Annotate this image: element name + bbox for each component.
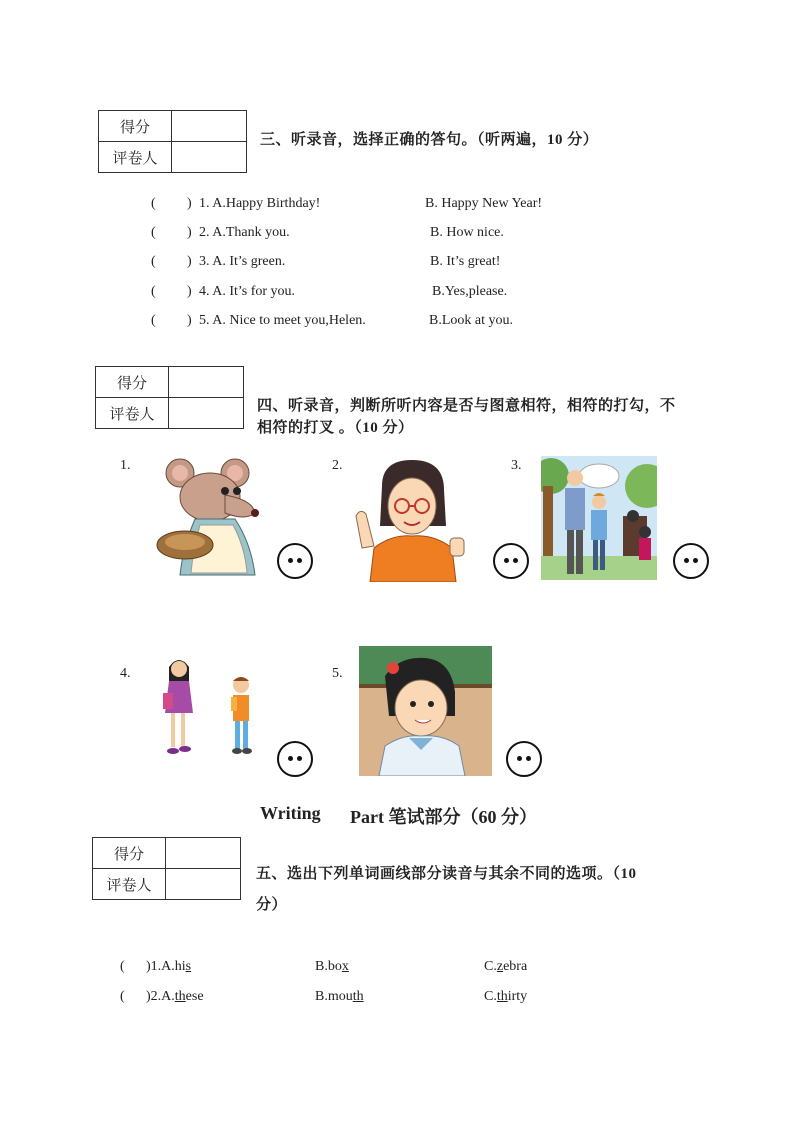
score-box [98, 110, 247, 173]
answer-face-icon[interactable] [277, 543, 313, 579]
underlined-part: th [352, 989, 364, 1004]
answer-paren[interactable]: ( [120, 959, 125, 974]
answer-paren[interactable]: ( [151, 284, 156, 299]
option-c-text: C. [484, 959, 497, 974]
paren-close: ) [187, 196, 192, 211]
option-a [146, 989, 204, 1005]
picture-number: 1. [120, 458, 131, 473]
section5-heading-line1: 五、选出下列单词画线部分读音与其余不同的选项。（10 [256, 866, 637, 882]
option-a: 2. A.Thank you. [199, 225, 290, 240]
option-c-text: C. [484, 989, 497, 1004]
underlined-part: th [496, 989, 508, 1004]
paren-close: ) [187, 313, 192, 328]
section4-heading-line2: 相符的打叉 。（10 分） [257, 420, 414, 436]
answer-paren[interactable]: ( [151, 313, 156, 328]
underlined-part: s [185, 959, 192, 974]
grader-label: 评卷人 [93, 869, 166, 900]
option-a: 5. A. Nice to meet you,Helen. [199, 313, 366, 328]
option-c-rest: ebra [503, 959, 528, 974]
score-box [95, 366, 244, 429]
option-a [146, 959, 191, 975]
paren-close: ) [187, 225, 192, 240]
underlined-part: th [174, 989, 186, 1004]
grader-label: 评卷人 [96, 398, 169, 429]
picture-number: 2. [332, 458, 343, 473]
score-box [92, 837, 241, 900]
option-c [484, 989, 527, 1005]
answer-face-icon[interactable] [277, 741, 313, 777]
option-b-text: B.mou [315, 989, 353, 1004]
girl-boy-illustration [157, 653, 257, 759]
answer-paren[interactable]: ( [151, 225, 156, 240]
park-scene-illustration [541, 456, 657, 580]
mouse-illustration [155, 455, 270, 580]
woman-illustration [352, 456, 470, 582]
option-b [315, 989, 364, 1005]
score-label: 得分 [93, 838, 166, 869]
option-a-text: hi [174, 959, 186, 974]
answer-paren[interactable]: ( [120, 989, 125, 1004]
writing-title-word2: Part 笔试部分（60 分） [350, 807, 537, 827]
score-field[interactable] [172, 111, 247, 142]
score-field[interactable] [169, 367, 244, 398]
answer-paren[interactable]: ( [151, 196, 156, 211]
option-a: 4. A. It’s for you. [199, 284, 296, 299]
grader-field[interactable] [169, 398, 244, 429]
option-b: B.Look at you. [429, 313, 513, 328]
section4-heading-line1: 四、听录音，判断所听内容是否与图意相符，相符的打勾，不 [257, 398, 676, 414]
option-b [315, 959, 349, 975]
section5-heading-line2: 分） [256, 897, 288, 913]
option-c-rest: irty [507, 989, 528, 1004]
underlined-part: x [341, 959, 349, 974]
picture-number: 3. [511, 458, 522, 473]
section3-heading: 三、听录音，选择正确的答句。（听两遍，10 分） [260, 132, 599, 148]
picture-number: 4. [120, 666, 131, 681]
picture-number: 5. [332, 666, 343, 681]
option-b: B. Happy New Year! [425, 196, 543, 211]
score-field[interactable] [166, 838, 241, 869]
grader-label: 评卷人 [99, 142, 172, 173]
score-label: 得分 [99, 111, 172, 142]
grader-field[interactable] [166, 869, 241, 900]
answer-face-icon[interactable] [506, 741, 542, 777]
answer-paren[interactable]: ( [151, 254, 156, 269]
answer-face-icon[interactable] [673, 543, 709, 579]
item-number: )1.A. [146, 959, 175, 974]
option-a: 1. A.Happy Birthday! [199, 196, 321, 211]
option-b: B. It’s great! [430, 254, 501, 269]
option-a: 3. A. It’s green. [199, 254, 286, 269]
grader-field[interactable] [172, 142, 247, 173]
option-b: B.Yes,please. [432, 284, 508, 299]
option-a-rest: ese [185, 989, 204, 1004]
item-number: )2.A. [146, 989, 175, 1004]
writing-title-word1: Writing [260, 803, 321, 823]
option-b-text: B.bo [315, 959, 342, 974]
student-girl-illustration [359, 646, 492, 776]
option-c [484, 959, 527, 975]
answer-face-icon[interactable] [493, 543, 529, 579]
paren-close: ) [187, 284, 192, 299]
paren-close: ) [187, 254, 192, 269]
option-b: B. How nice. [430, 225, 504, 240]
score-label: 得分 [96, 367, 169, 398]
underlined-part: z [496, 959, 504, 974]
